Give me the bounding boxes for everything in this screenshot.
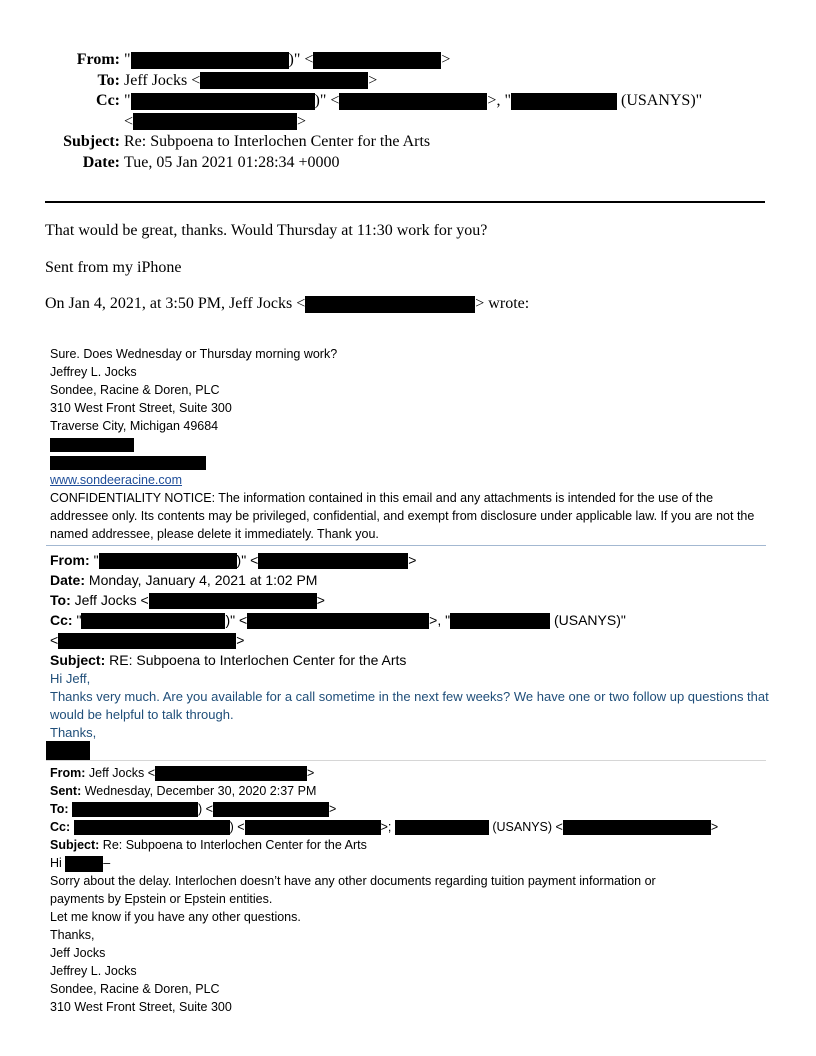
from-label: From: xyxy=(76,51,120,68)
msg3-hi: Hi xyxy=(50,856,62,870)
redaction xyxy=(213,802,329,817)
subject-label: Subject: xyxy=(63,133,120,150)
date-label: Date: xyxy=(82,153,120,171)
msg2-to-name: Jeff Jocks < xyxy=(74,592,149,608)
reply-line-1: That would be great, thanks. Would Thursday at 11:30 work for you? xyxy=(45,222,488,239)
separator: > xyxy=(307,766,315,780)
redacted-phone-row xyxy=(50,435,770,453)
separator: )" < xyxy=(225,612,248,628)
separator: )" < xyxy=(288,51,314,68)
redacted-email-row xyxy=(50,453,770,471)
separator: > xyxy=(441,51,451,68)
msg3-greeting-row xyxy=(50,854,770,872)
quote-intro: On Jan 4, 2021, at 3:50 PM, Jeff Jocks < xyxy=(45,295,306,312)
msg3-sent-row xyxy=(50,782,770,800)
quote: " xyxy=(93,552,99,568)
msg2-to-row xyxy=(50,590,770,610)
msg2-date-row xyxy=(50,570,770,590)
msg2-date-label: Date: xyxy=(50,572,86,588)
header-cc-row-2 xyxy=(0,112,816,133)
email-header xyxy=(0,50,816,173)
redaction xyxy=(131,52,289,69)
separator: < xyxy=(50,632,59,648)
redaction xyxy=(305,296,475,313)
separator: > xyxy=(710,820,719,834)
message-3 xyxy=(50,764,770,1016)
separator: )" < xyxy=(314,92,340,109)
msg3-from-name: Jeff Jocks < xyxy=(88,766,156,780)
msg2-subject-label: Subject: xyxy=(50,652,106,668)
separator: ) < xyxy=(198,802,213,816)
redaction xyxy=(149,593,317,609)
redaction xyxy=(511,93,617,110)
redaction xyxy=(131,93,315,110)
msg3-to-row xyxy=(50,800,770,818)
redacted-signature xyxy=(46,741,90,761)
msg2-subject: RE: Subpoena to Interlochen Center for the Arts xyxy=(109,652,407,668)
msg3-body-3: Let me know if you have any other questions. xyxy=(50,910,301,924)
separator: > xyxy=(316,592,325,608)
separator: > xyxy=(368,71,378,89)
separator: >, " xyxy=(487,92,511,109)
quote-outro: > wrote: xyxy=(475,295,530,312)
signature-line-1: Sure. Does Wednesday or Thursday morning work? xyxy=(50,347,338,361)
msg2-from-row xyxy=(50,550,770,570)
msg2-body: Thanks very much. Are you available for a call sometime in the next few weeks? We have one or two follow up questions that would be helpful to talk through. xyxy=(50,689,769,722)
msg2-date: Monday, January 4, 2021 at 1:02 PM xyxy=(88,572,318,588)
to-label: To: xyxy=(97,71,120,89)
msg2-cc-label: Cc: xyxy=(50,612,73,628)
redaction xyxy=(313,52,441,69)
to-value xyxy=(124,71,377,92)
header-subject-row xyxy=(0,132,816,153)
msg3-street: 310 West Front Street, Suite 300 xyxy=(50,1000,232,1014)
redaction xyxy=(74,820,230,835)
msg3-cc-row xyxy=(50,818,770,836)
redaction xyxy=(65,856,103,872)
msg3-from-label: From: xyxy=(50,766,86,780)
message-2 xyxy=(50,550,770,742)
redaction xyxy=(245,820,381,835)
from-value xyxy=(124,50,450,71)
msg2-cc-usanys: (USANYS)" xyxy=(553,612,626,628)
header-from-row xyxy=(0,50,816,71)
date-value: Tue, 05 Jan 2021 01:28:34 +0000 xyxy=(124,153,340,171)
separator: >, " xyxy=(429,612,451,628)
redaction xyxy=(58,633,236,649)
quote: " xyxy=(124,51,131,68)
msg3-subject-row xyxy=(50,836,770,854)
message-divider xyxy=(46,545,766,546)
msg3-firm: Sondee, Racine & Doren, PLC xyxy=(50,982,220,996)
msg2-closing: Thanks, xyxy=(50,725,97,740)
msg3-thanks: Thanks, xyxy=(50,928,95,942)
separator: )" < xyxy=(236,552,259,568)
signature-street: 310 West Front Street, Suite 300 xyxy=(50,401,232,415)
header-divider xyxy=(45,201,765,203)
confidentiality-notice: CONFIDENTIALITY NOTICE: The information contained in this email and any attachments is intended for the use of the addressee only. Its contents may be privileged, confidential, and exempt from disclosure under applicable law. If you are not the named addressee, please delete it immediately. Thank you. xyxy=(50,491,755,541)
msg2-cc-row xyxy=(50,610,770,630)
separator: < xyxy=(124,112,134,130)
redaction xyxy=(72,802,198,817)
redaction xyxy=(563,820,711,835)
subject-value: Re: Subpoena to Interlochen Center for the Arts xyxy=(124,133,431,150)
to-name: Jeff Jocks < xyxy=(124,71,201,89)
msg3-from-row xyxy=(50,764,770,782)
msg3-body-1: Sorry about the delay. Interlochen doesn’t have any other documents regarding tuition payment information or xyxy=(50,874,656,888)
msg3-cc-label: Cc: xyxy=(50,820,71,834)
redaction xyxy=(247,613,429,629)
signature-city: Traverse City, Michigan 49684 xyxy=(50,419,219,433)
msg3-sign: Jeff Jocks xyxy=(50,946,106,960)
redaction xyxy=(258,553,408,569)
website-link[interactable]: www.sondeeracine.com xyxy=(50,473,183,487)
redaction xyxy=(50,456,206,470)
msg2-greeting: Hi Jeff, xyxy=(50,671,91,686)
redaction xyxy=(99,553,237,569)
header-date-row xyxy=(0,153,816,174)
cc-value-2 xyxy=(124,112,306,133)
reply-line-3 xyxy=(45,295,529,313)
msg3-cc-usanys: (USANYS) < xyxy=(492,820,563,834)
redaction xyxy=(339,93,487,110)
separator: ) < xyxy=(229,820,245,834)
msg3-subject: Re: Subpoena to Interlochen Center for the Arts xyxy=(102,838,367,852)
header-to-row xyxy=(0,71,816,92)
msg3-sent-label: Sent: xyxy=(50,784,82,798)
cc-label: Cc: xyxy=(96,92,120,109)
signature-firm: Sondee, Racine & Doren, PLC xyxy=(50,383,220,397)
msg2-to-label: To: xyxy=(50,592,71,608)
reply-line-2: Sent from my iPhone xyxy=(45,259,182,276)
msg2-from-label: From: xyxy=(50,552,90,568)
separator: > xyxy=(297,112,307,130)
msg3-to-label: To: xyxy=(50,802,69,816)
separator: > xyxy=(328,802,337,816)
message-divider-2 xyxy=(46,760,766,761)
redaction xyxy=(450,613,550,629)
separator: > xyxy=(408,552,417,568)
cc-usanys: (USANYS)" xyxy=(620,92,703,109)
separator: >; xyxy=(380,820,392,834)
signature-block xyxy=(50,345,770,543)
separator: > xyxy=(236,632,245,648)
msg3-body-2: payments by Epstein or Epstein entities. xyxy=(50,892,273,906)
quote: " xyxy=(124,92,131,109)
msg3-sent: Wednesday, December 30, 2020 2:37 PM xyxy=(84,784,317,798)
msg2-subject-row xyxy=(50,650,770,670)
redaction xyxy=(133,113,297,130)
msg3-dash: – xyxy=(103,856,111,870)
msg3-subject-label: Subject: xyxy=(50,838,100,852)
cc-value xyxy=(124,91,702,112)
msg3-name: Jeffrey L. Jocks xyxy=(50,964,137,978)
signature-name: Jeffrey L. Jocks xyxy=(50,365,137,379)
redaction xyxy=(50,438,134,452)
msg2-cc-row-2 xyxy=(50,630,770,650)
redaction xyxy=(155,766,307,781)
header-cc-row xyxy=(0,91,816,112)
quote: " xyxy=(76,612,82,628)
redaction xyxy=(200,72,368,89)
redaction xyxy=(395,820,489,835)
redaction xyxy=(81,613,225,629)
